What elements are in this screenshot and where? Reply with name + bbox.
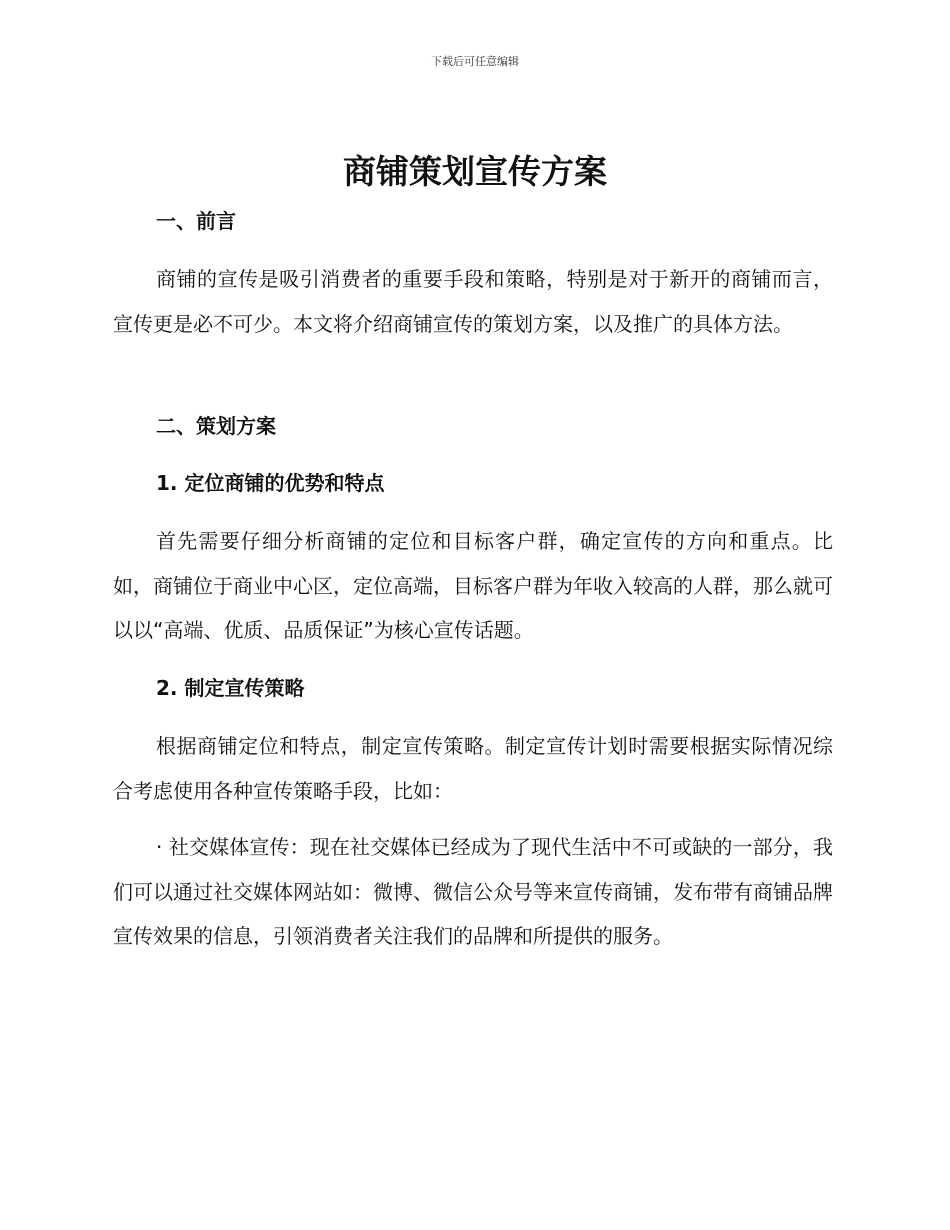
header-note: 下载后可任意编辑 — [431, 55, 519, 68]
subheading-positioning: 1. 定位商铺的优势和特点 — [156, 471, 385, 495]
strategy-paragraph: 根据商铺定位和特点，制定宣传策略。制定宣传计划时需要根据实际情况综合考虑使用各种宣传策略手段，比如： — [113, 734, 833, 803]
preface-paragraph: 商铺的宣传是吸引消费者的重要手段和策略，特别是对于新开的商铺而言，宣传更是必不可少。本文将介绍商铺宣传的策划方案，以及推广的具体方法。 — [113, 267, 833, 336]
section-heading-plan: 二、策划方案 — [156, 414, 276, 438]
positioning-paragraph: 首先需要仔细分析商铺的定位和目标客户群，确定宣传的方向和重点。比如，商铺位于商业中心区，定位高端，目标客户群为年收入较高的人群，那么就可以以“高端、优质、品质保证”为核心宣传话题。 — [113, 529, 833, 642]
subheading-strategy: 2. 制定宣传策略 — [156, 676, 305, 700]
social-media-bullet: · 社交媒体宣传：现在社交媒体已经成为了现代生活中不可或缺的一部分，我们可以通过社交媒体网站如：微博、微信公众号等来宣传商铺，发布带有商铺品牌宣传效果的信息，引领消费者关注我们的品牌和所提供的服务。 — [113, 835, 833, 948]
section-heading-preface: 一、前言 — [156, 209, 236, 233]
document-title: 商铺策划宣传方案 — [343, 152, 607, 191]
